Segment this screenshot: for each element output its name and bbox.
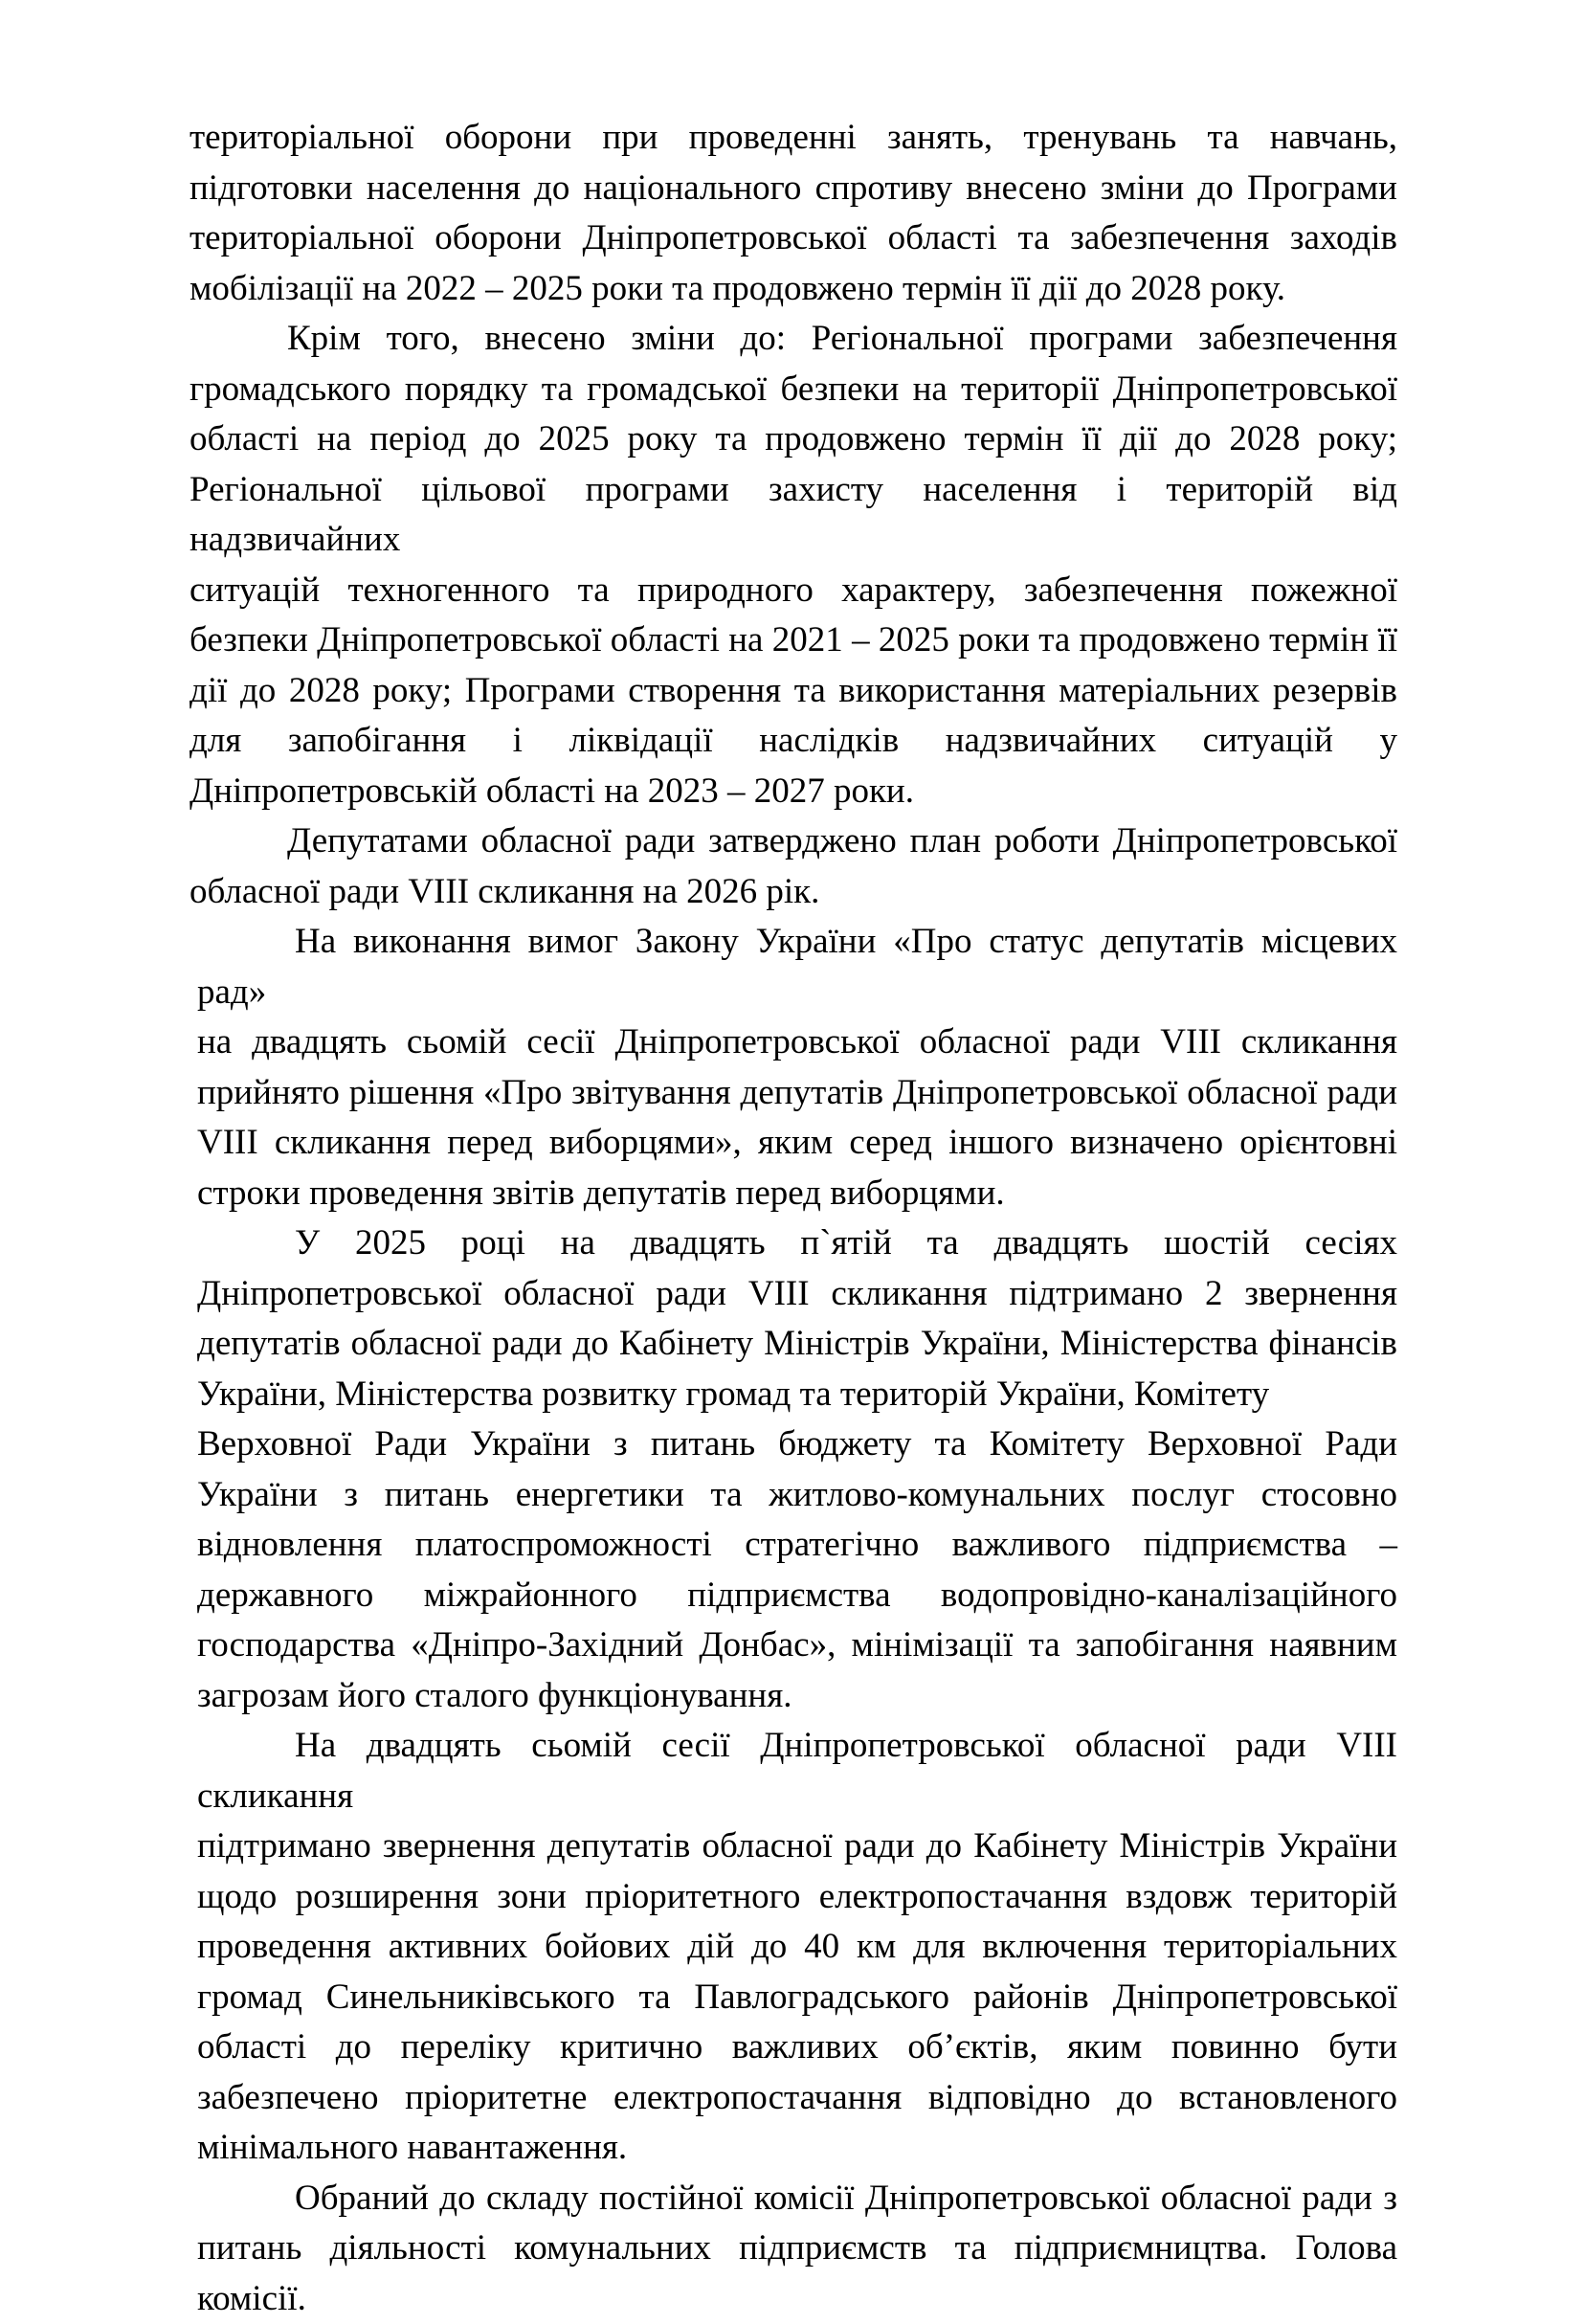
text-line: комісії. <box>197 2274 1397 2324</box>
text-line: безпеки Дніпропетровської області на 2021 – 2025 роки та продовжено термін її <box>190 615 1397 666</box>
text-line: щодо розширення зони пріоритетного електропостачання вздовж територій <box>197 1872 1397 1923</box>
paragraph-electricity-priority <box>190 1721 1397 2174</box>
text-line: На двадцять сьомій сесії Дніпропетровської обласної ради VIII скликання <box>197 1721 1397 1821</box>
text-line: громадського порядку та громадської безпеки на території Дніпропетровської <box>190 365 1397 415</box>
paragraph-program-changes <box>190 314 1397 816</box>
paragraph-commission-membership <box>190 2174 1397 2324</box>
text-line: строки проведення звітів депутатів перед виборцями. <box>197 1169 1397 1219</box>
text-line: територіальної оборони Дніпропетровської області та забезпечення заходів <box>190 213 1397 264</box>
paragraph-work-plan <box>190 816 1397 917</box>
text-line: обласної ради VIII скликання на 2026 рік. <box>190 867 1397 918</box>
text-line: загрозам його сталого функціонування. <box>197 1671 1397 1722</box>
text-line: на двадцять сьомій сесії Дніпропетровської обласної ради VIII скликання <box>197 1017 1397 1068</box>
text-line: територіальної оборони при проведенні занять, тренувань та навчань, <box>190 113 1397 164</box>
text-line: На виконання вимог Закону України «Про статус депутатів місцевих рад» <box>197 917 1397 1017</box>
text-line: державного міжрайонного підприємства водопровідно-каналізаційного <box>197 1571 1397 1621</box>
text-line: України, Міністерства розвитку громад та територій України, Комітету <box>197 1370 1397 1420</box>
paragraph-deputies-reports <box>190 917 1397 1218</box>
text-line: підготовки населення до національного спротиву внесено зміни до Програми <box>190 164 1397 214</box>
document-page <box>190 113 1397 2324</box>
text-line: Регіональної цільової програми захисту населення і територій від надзвичайних <box>190 465 1397 566</box>
paragraph-appeals-2025 <box>190 1218 1397 1721</box>
text-line: господарства «Дніпро-Західний Донбас», мінімізації та запобігання наявним <box>197 1620 1397 1671</box>
text-line: Верховної Ради України з питань бюджету та Комітету Верховної Ради <box>197 1419 1397 1470</box>
text-line: Дніпропетровській області на 2023 – 2027 роки. <box>190 767 1397 817</box>
text-line: Обраний до складу постійної комісії Дніпропетровської обласної ради з <box>197 2174 1397 2224</box>
text-line: мінімального навантаження. <box>197 2123 1397 2174</box>
text-line: У 2025 році на двадцять п`ятій та двадцять шостій сесіях <box>197 1218 1397 1269</box>
text-line: області до переліку критично важливих об’єктів, яким повинно бути <box>197 2022 1397 2073</box>
text-line: дії до 2028 року; Програми створення та використання матеріальних резервів <box>190 666 1397 717</box>
text-line: депутатів обласної ради до Кабінету Міністрів України, Міністерства фінансів <box>197 1319 1397 1370</box>
text-line: відновлення платоспроможності стратегічно важливого підприємства – <box>197 1520 1397 1571</box>
text-line: Дніпропетровської обласної ради VIII скликання підтримано 2 звернення <box>197 1269 1397 1320</box>
text-line: мобілізації на 2022 – 2025 роки та продовжено термін її дії до 2028 року. <box>190 264 1397 315</box>
text-line: Крім того, внесено зміни до: Регіональної програми забезпечення <box>190 314 1397 365</box>
text-line: області на період до 2025 року та продовжено термін її дії до 2028 року; <box>190 414 1397 465</box>
text-line: прийнято рішення «Про звітування депутатів Дніпропетровської обласної ради <box>197 1068 1397 1119</box>
text-line: підтримано звернення депутатів обласної ради до Кабінету Міністрів України <box>197 1821 1397 1872</box>
text-line: громад Синельниківського та Павлоградського районів Дніпропетровської <box>197 1973 1397 2023</box>
text-line: Депутатами обласної ради затверджено план роботи Дніпропетровської <box>190 816 1397 867</box>
text-line: для запобігання і ліквідації наслідків надзвичайних ситуацій у <box>190 716 1397 767</box>
text-line: питань діяльності комунальних підприємств та підприємництва. Голова <box>197 2223 1397 2274</box>
paragraph-territorial-defense <box>190 113 1397 314</box>
text-line: України з питань енергетики та житлово-комунальних послуг стосовно <box>197 1470 1397 1521</box>
text-line: проведення активних бойових дій до 40 км для включення територіальних <box>197 1922 1397 1973</box>
text-line: ситуацій техногенного та природного характеру, забезпечення пожежної <box>190 566 1397 616</box>
text-line: VIII скликання перед виборцями», яким серед іншого визначено орієнтовні <box>197 1118 1397 1169</box>
text-line: забезпечено пріоритетне електропостачання відповідно до встановленого <box>197 2073 1397 2124</box>
